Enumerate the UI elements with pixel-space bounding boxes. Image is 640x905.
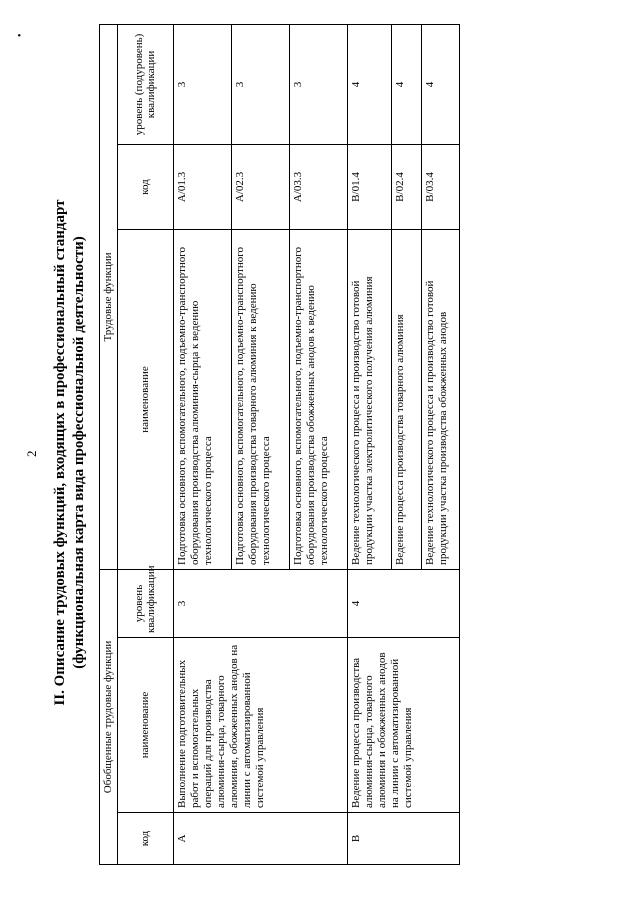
header-generalized: Обобщенные трудовые функции [100,569,118,864]
group-level: 4 [347,569,459,637]
header-level2: уровень (подуровень) квалификации [117,24,173,144]
function-level: 3 [289,24,347,144]
section-title: II. Описание трудовых функций, входящих в профессиональный стандарт [52,199,68,706]
header-code2: код [117,144,173,229]
table-row [173,24,231,864]
group-code: А [173,813,347,865]
group-code: В [347,813,459,865]
function-name: Ведение технологического процесса и производство готовой продукции участка производства обожженных анодов [421,229,459,569]
function-name: Подготовка основного, вспомогательного, подъемно-транспортного оборудования производства алюминия-сырца к ведению технологического процесса [173,229,231,569]
function-level: 4 [391,24,421,144]
header-level: уровень квалификации [117,569,173,637]
header-name2: наименование [117,229,173,569]
function-level: 3 [173,24,231,144]
function-code: В/02.4 [391,144,421,229]
function-level: 4 [421,24,459,144]
page-number: 2 [24,450,39,457]
scan-speck: • [15,33,26,37]
group-name: Ведение процесса производства алюминия-сырца, товарного алюминия и обожженных анодов на линии с автоматизированной системой управления [347,638,459,813]
table-row [347,24,391,864]
header-code: код [117,813,173,865]
function-name: Ведение технологического процесса и производство готовой продукции участка электролитического получения алюминия [347,229,391,569]
group-level: 3 [173,569,347,637]
function-code: В/01.4 [347,144,391,229]
function-name: Ведение процесса производства товарного алюминия [391,229,421,569]
header-labor: Трудовые функции [100,24,118,569]
function-name: Подготовка основного, вспомогательного, подъемно-транспортного оборудования производства товарного алюминия к ведению технологического процесса [231,229,289,569]
function-level: 3 [231,24,289,144]
function-code: В/03.4 [421,144,459,229]
function-name: Подготовка основного, вспомогательного, подъемно-транспортного оборудования производства обожженных анодов к ведению технологического процесса [289,229,347,569]
function-code: А/03.3 [289,144,347,229]
function-code: А/02.3 [231,144,289,229]
section-subtitle: (функциональная карта вида профессиональной деятельности) [71,236,87,669]
header-name: наименование [117,638,173,813]
group-name: Выполнение подготовительных работ и вспомогательных операций для производства алюминия-сырца, товарного алюминия, обожженных анодов на линии с автоматизированной системой управления [173,638,347,813]
functional-map-table [99,24,460,865]
function-code: А/01.3 [173,144,231,229]
function-level: 4 [347,24,391,144]
